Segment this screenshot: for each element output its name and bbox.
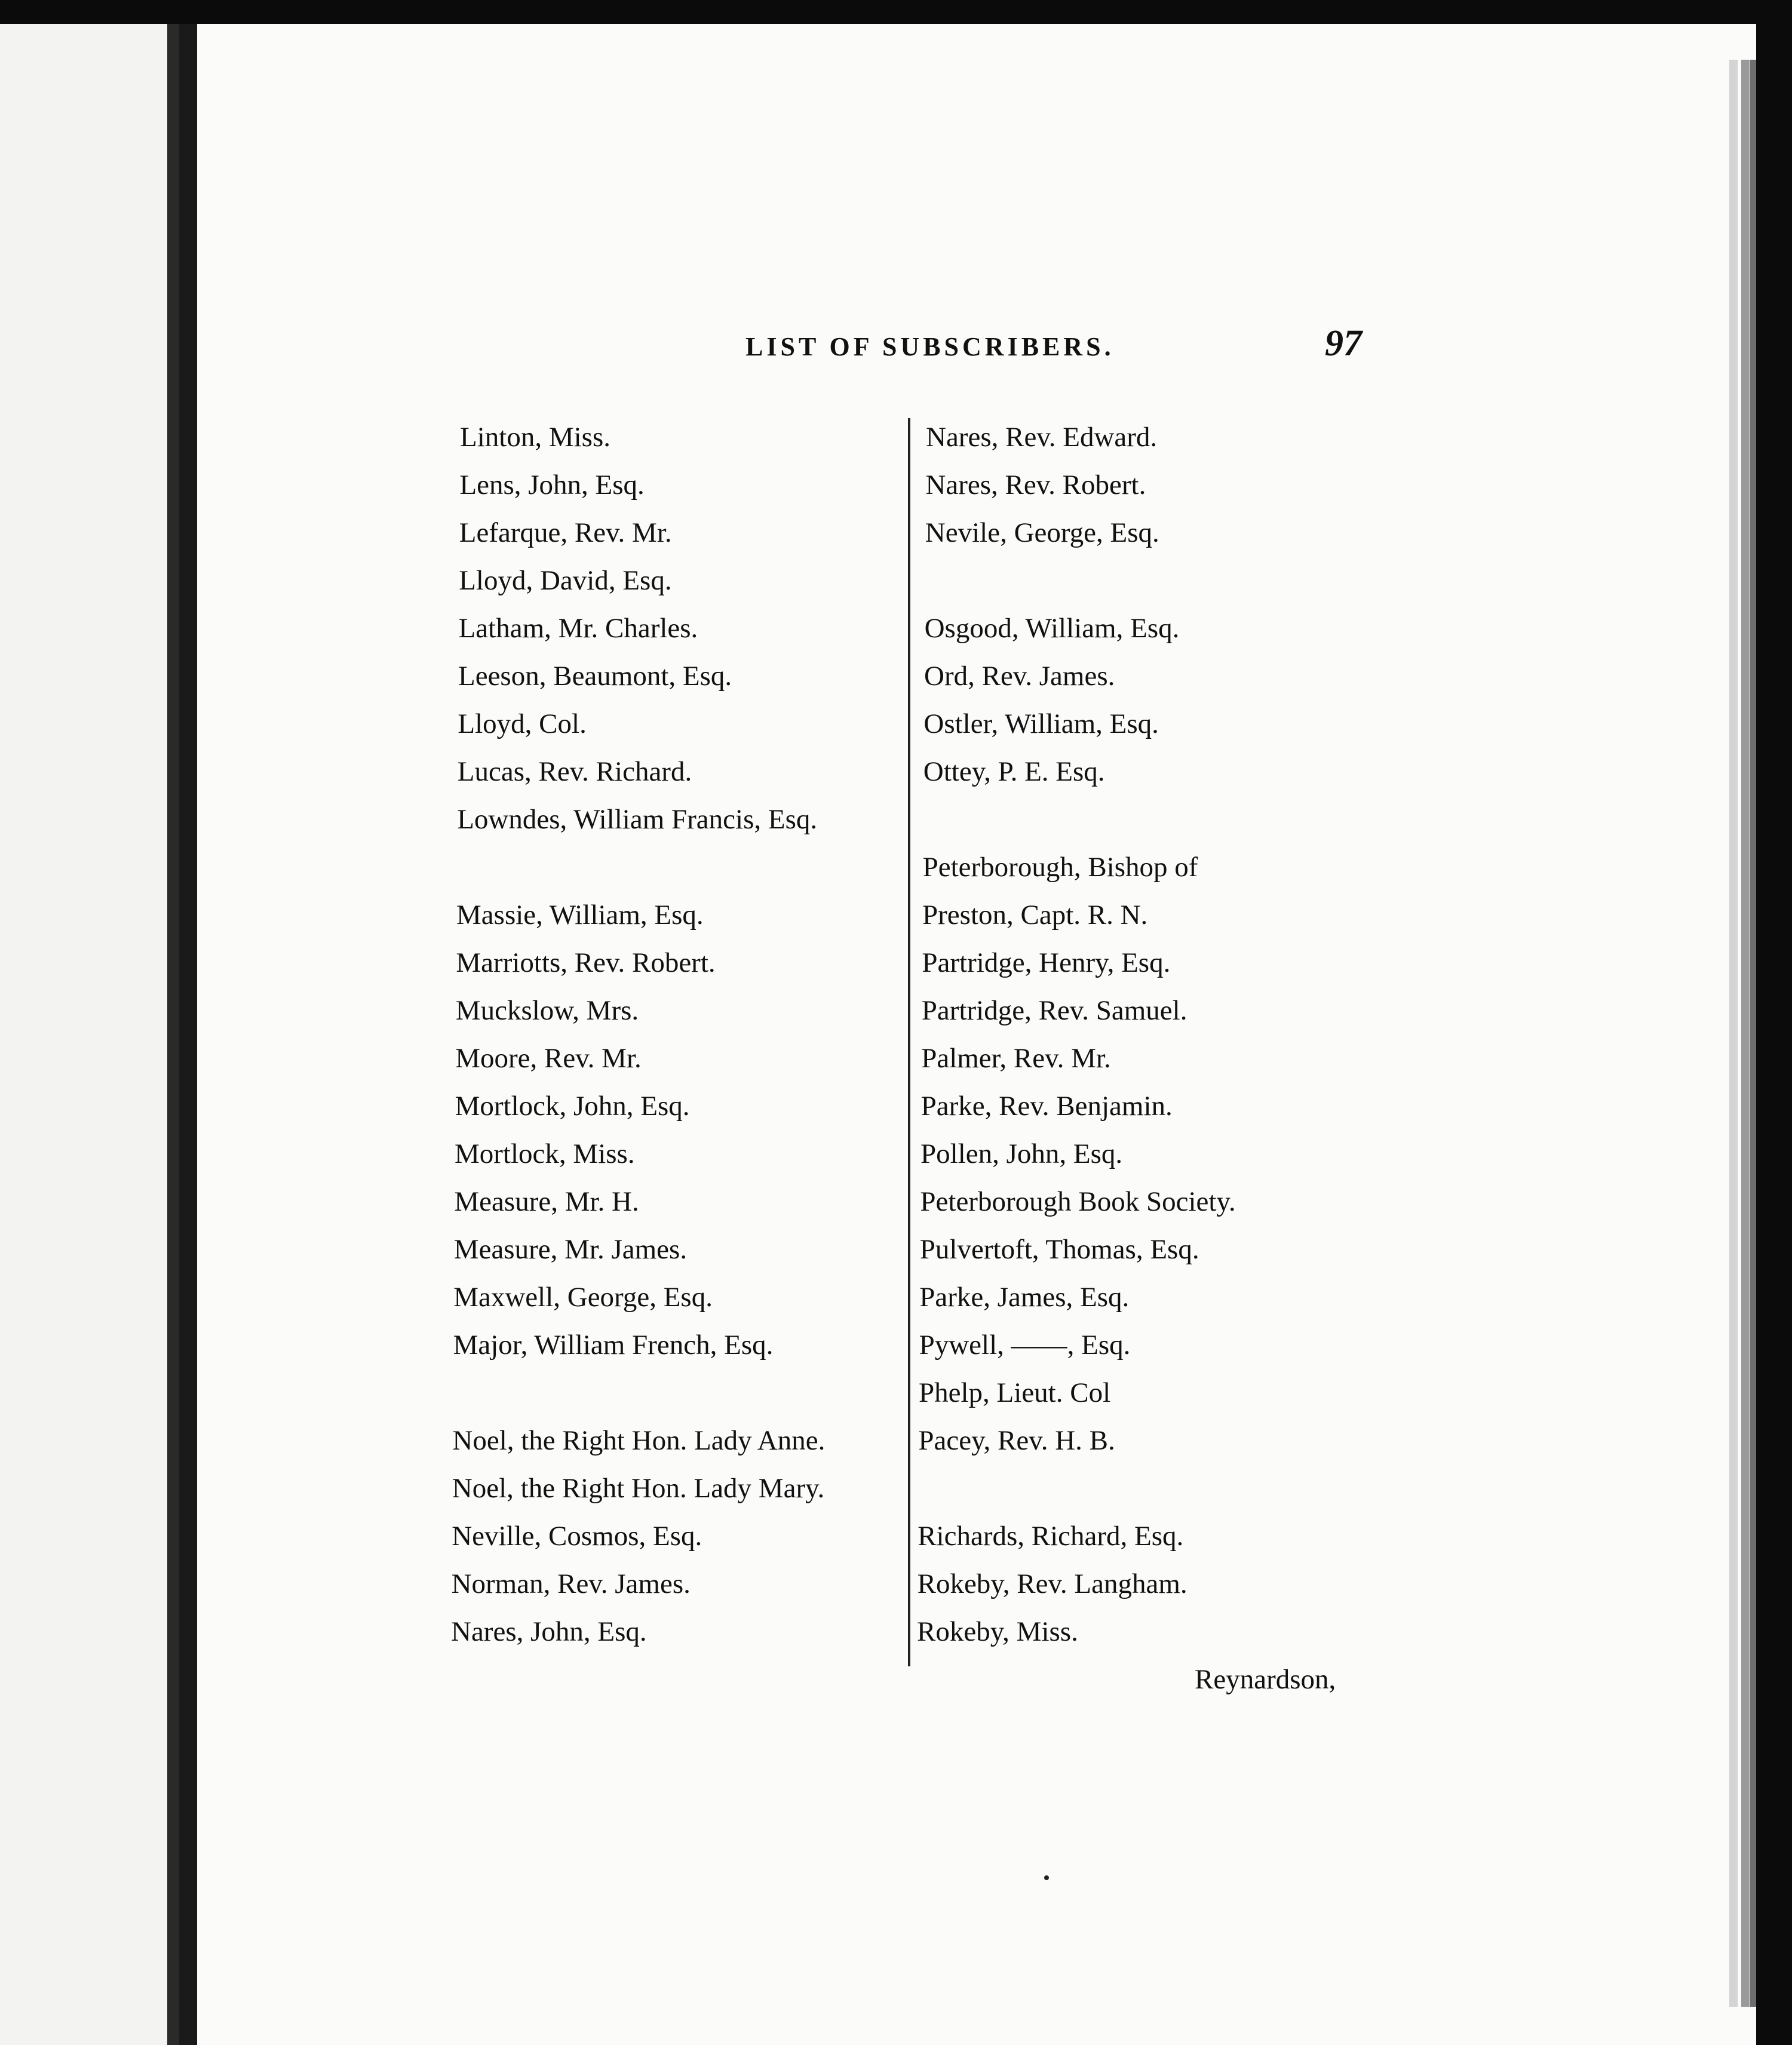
subscriber-entry: Leeson, Beaumont, Esq. [458,661,732,692]
binding-edge [179,24,197,2045]
subscriber-entry: Pollen, John, Esq. [920,1138,1123,1169]
subscriber-entry: Palmer, Rev. Mr. [921,1043,1111,1074]
catchword: Reynardson, [1195,1664,1336,1695]
subscriber-entry: Lens, John, Esq. [459,469,645,500]
subscriber-entry: Noel, the Right Hon. Lady Mary. [452,1473,825,1504]
subscriber-entry: Measure, Mr. H. [454,1186,639,1217]
column-divider [908,418,910,1666]
subscriber-entry: Muckslow, Mrs. [455,995,639,1026]
page-stack-edge [1741,60,1750,2007]
subscriber-entry: Pulvertoft, Thomas, Esq. [919,1234,1199,1265]
subscriber-entry: Nares, Rev. Robert. [925,469,1146,500]
subscriber-entry: Nevile, George, Esq. [925,517,1159,548]
subscriber-entry: Lucas, Rev. Richard. [457,756,692,787]
facing-page-edge [0,24,179,2045]
subscriber-entry: Noel, the Right Hon. Lady Anne. [452,1425,826,1456]
subscriber-entry: Lloyd, Col. [458,708,587,739]
subscriber-entry: Lloyd, David, Esq. [459,565,672,596]
subscriber-entry: Partridge, Henry, Esq. [922,947,1171,978]
subscriber-entry: Massie, William, Esq. [456,899,704,931]
subscriber-entry: Rokeby, Miss. [917,1616,1078,1647]
subscriber-entry: Nares, John, Esq. [451,1616,647,1647]
ink-speck [1044,1875,1049,1880]
running-header: LIST OF SUBSCRIBERS. [745,332,1115,361]
gutter-shadow [167,24,179,2045]
subscriber-entry: Parke, James, Esq. [919,1282,1130,1313]
subscriber-entry: Richards, Richard, Esq. [918,1521,1184,1552]
subscriber-entry: Pacey, Rev. H. B. [918,1425,1115,1456]
subscriber-entry: Measure, Mr. James. [453,1234,688,1265]
subscriber-entry: Lefarque, Rev. Mr. [459,517,672,548]
subscriber-entry: Parke, Rev. Benjamin. [920,1091,1173,1122]
page-number: 97 [1325,323,1362,364]
subscriber-entry: Pywell, ——, Esq. [919,1329,1131,1361]
subscriber-entry: Partridge, Rev. Samuel. [921,995,1187,1026]
subscriber-entry: Major, William French, Esq. [453,1329,774,1361]
page-stack-edge [1750,60,1756,2007]
subscriber-entry: Maxwell, George, Esq. [453,1282,713,1313]
subscriber-entry: Osgood, William, Esq. [924,613,1180,644]
book-page [179,24,1756,2045]
subscriber-entry: Ottey, P. E. Esq. [923,756,1105,787]
subscriber-entry: Lowndes, William Francis, Esq. [457,804,818,835]
subscriber-entry: Neville, Cosmos, Esq. [452,1521,702,1552]
subscriber-entry: Marriotts, Rev. Robert. [456,947,716,978]
subscriber-entry: Linton, Miss. [460,422,611,453]
subscriber-entry: Ord, Rev. James. [924,661,1115,692]
subscriber-entry: Norman, Rev. James. [451,1568,691,1599]
subscriber-entry: Moore, Rev. Mr. [455,1043,642,1074]
subscriber-entry: Peterborough, Bishop of [922,852,1198,883]
subscriber-entry: Mortlock, John, Esq. [455,1091,690,1122]
subscriber-entry: Latham, Mr. Charles. [458,613,698,644]
subscriber-entry: Preston, Capt. R. N. [922,899,1148,931]
subscriber-entry: Phelp, Lieut. Col [919,1377,1111,1408]
page-stack-edge [1729,60,1738,2007]
subscriber-entry: Ostler, William, Esq. [923,708,1159,739]
subscriber-entry: Peterborough Book Society. [920,1186,1236,1217]
subscriber-entry: Nares, Rev. Edward. [926,422,1158,453]
subscriber-entry: Rokeby, Rev. Langham. [917,1568,1187,1599]
subscriber-entry: Mortlock, Miss. [455,1138,635,1169]
